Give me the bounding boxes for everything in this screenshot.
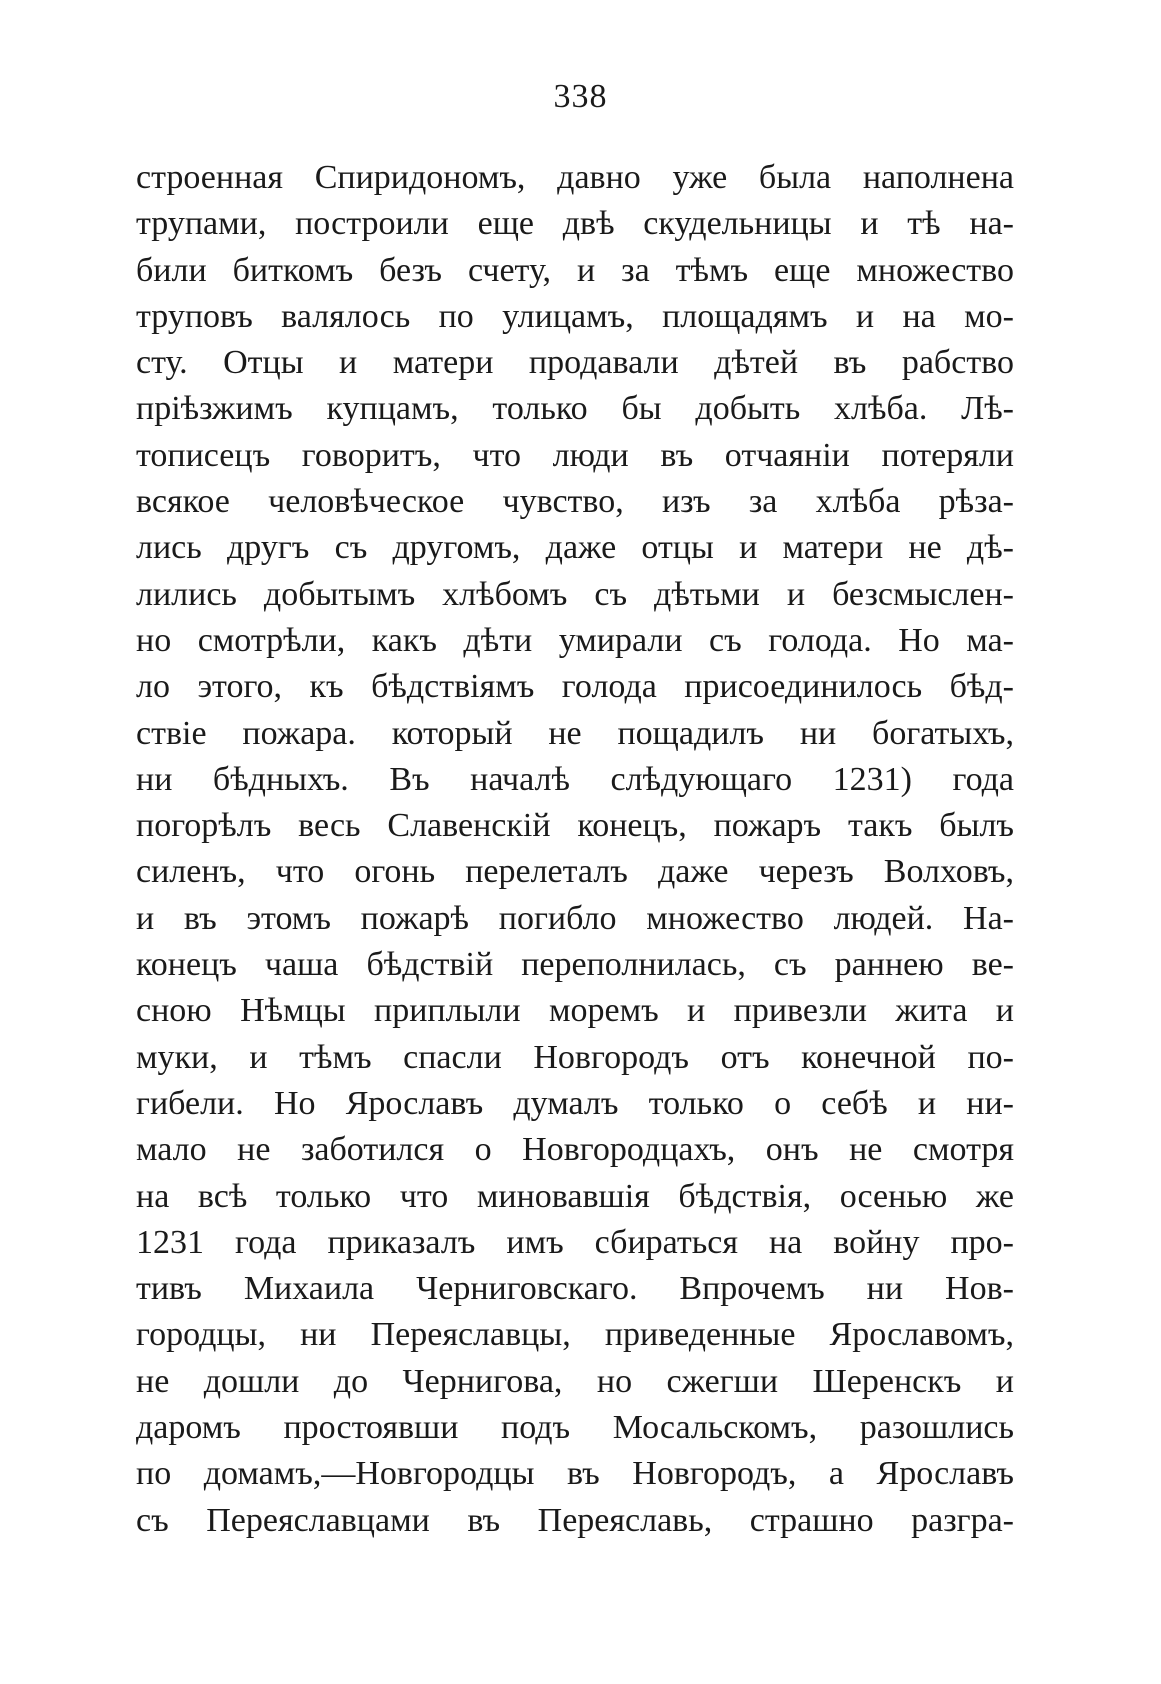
text-line: муки, и тѣмъ спасли Новгородъ отъ конечной по- [136, 1038, 1014, 1076]
text-line: и въ этомъ пожарѣ погибло множество людей. На- [136, 899, 1014, 937]
text-line: съ Переяславцами въ Переяславь, страшно разгра- [136, 1501, 1014, 1539]
text-line: ни бѣдныхъ. Въ началѣ слѣдующаго 1231) года [136, 760, 1014, 798]
text-line: пріѣзжимъ купцамъ, только бы добыть хлѣба. Лѣ- [136, 390, 1014, 428]
text-line: 1231 года приказалъ имъ сбираться на войну про- [136, 1223, 1014, 1261]
text-line: лились добытымъ хлѣбомъ съ дѣтьми и безсмыслен- [136, 575, 1014, 613]
text-line: не дошли до Чернигова, но сжегши Шеренскъ и [136, 1362, 1014, 1400]
text-line: всякое человѣческое чувство, изъ за хлѣба рѣза- [136, 483, 1014, 521]
text-line: тописецъ говоритъ, что люди въ отчаяніи потеряли [136, 436, 1014, 474]
text-line: на всѣ только что миновавшія бѣдствія, осенью же [136, 1177, 1014, 1215]
text-line: силенъ, что огонь перелеталъ даже черезъ Волховъ, [136, 853, 1014, 891]
text-line: городцы, ни Переяславцы, приведенные Ярославомъ, [136, 1316, 1014, 1354]
text-line: лись другъ съ другомъ, даже отцы и матери не дѣ- [136, 529, 1014, 567]
text-line: труповъ валялось по улицамъ, площадямъ и на мо- [136, 297, 1014, 335]
text-line: трупами, построили еще двѣ скудельницы и тѣ на- [136, 205, 1014, 243]
text-line: сту. Отцы и матери продавали дѣтей въ рабство [136, 344, 1014, 382]
text-line: били биткомъ безъ счету, и за тѣмъ еще множество [136, 251, 1014, 289]
text-line: конецъ чаша бѣдствій переполнилась, съ раннею ве- [136, 946, 1014, 984]
text-line: ствіе пожара. который не пощадилъ ни богатыхъ, [136, 714, 1014, 752]
text-line: гибели. Но Ярославъ думалъ только о себѣ и ни- [136, 1084, 1014, 1122]
text-line: сною Нѣмцы приплыли моремъ и привезли жита и [136, 992, 1014, 1030]
text-line: погорѣлъ весь Славенскій конецъ, пожаръ такъ былъ [136, 807, 1014, 845]
page-number: 338 [553, 78, 608, 115]
text-line: мало не заботился о Новгородцахъ, онъ не смотря [136, 1131, 1014, 1169]
text-line: ло этого, къ бѣдствіямъ голода присоединилось бѣд- [136, 668, 1014, 706]
text-line: по домамъ,—Новгородцы въ Новгородъ, а Ярославъ [136, 1455, 1014, 1493]
text-line: даромъ простоявши подъ Мосальскомъ, разошлись [136, 1409, 1014, 1447]
text-line: строенная Спиридономъ, давно уже была наполнена [136, 159, 1014, 196]
text-line: тивъ Михаила Черниговскаго. Впрочемъ ни Нов- [136, 1270, 1014, 1308]
body-text [136, 155, 1014, 1544]
text-line: но смотрѣли, какъ дѣти умирали съ голода. Но ма- [136, 621, 1014, 659]
